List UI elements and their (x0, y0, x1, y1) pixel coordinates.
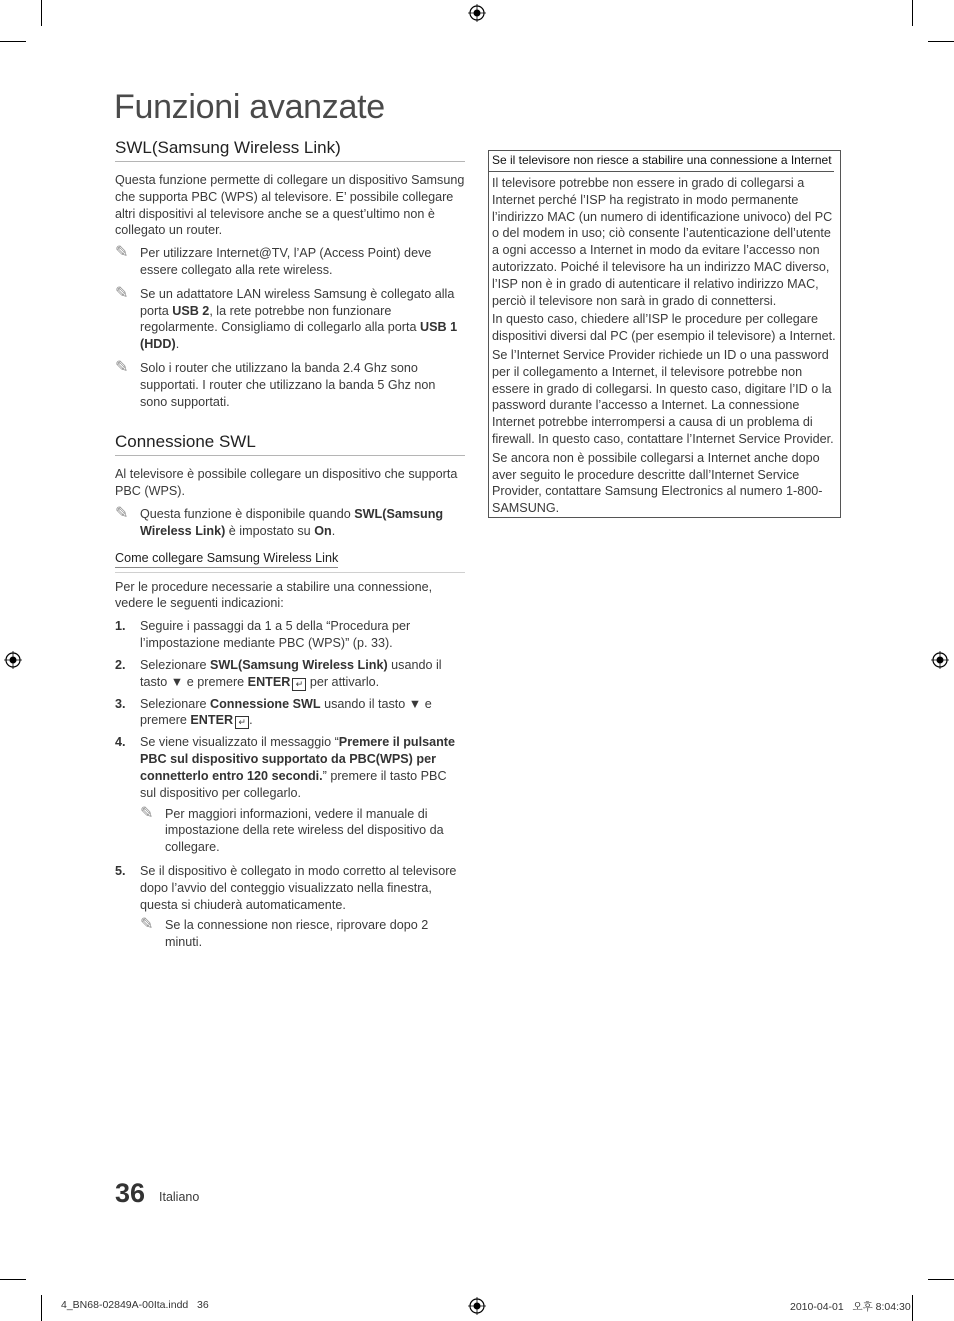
divider (115, 572, 465, 573)
troubleshoot-paragraph: Se ancora non è possibile collegarsi a Internet anche dopo aver seguito le procedure descritte dall’Internet Service Provider, contattare Samsung Electronics al numero 1-800-SAMSUNG. (492, 450, 823, 516)
swl-note-internet: ✎ Per utilizzare Internet@TV, l’AP (Access Point) deve essere collegato alla rete wireless. (115, 242, 432, 277)
crop-mark (41, 1295, 42, 1321)
how-to-heading: Come collegare Samsung Wireless Link (115, 551, 338, 568)
pencil-note-icon: ✎ (140, 802, 154, 822)
troubleshoot-paragraph: Se l’Internet Service Provider richiede un ID o una password per il collegamento a Internet, il televisore potrebbe non essere in grado di collegarsi. In questo caso, digitare l’ID o la password durante l’accesso a Internet. La connessione Internet potrebbe interrompersi a causa di un problema di firewall. In questo caso, contattare l’Internet Service Provider. (492, 347, 834, 446)
troubleshoot-heading: Se il televisore non riesce a stabilire una connessione a Internet (489, 151, 834, 172)
step-5-note: ✎ Se la connessione non riesce, riprovare dopo 2 minuti. (140, 914, 429, 950)
troubleshoot-body (489, 172, 840, 517)
step-3: 3. Selezionare Connessione SWL usando il tasto ▼ e premere ENTER ↵ . (115, 696, 432, 728)
step-4: 4. Se viene visualizzato il messaggio “Premere il pulsante PBC sul dispositivo supportato da PBC(WPS) per connetterlo entro 120 secondi.” premere il tasto PBC sul dispositivo per collegarlo. ✎ Per maggiori informazioni, vedere il manuale di impostazione della rete wireless del dispositivo da collegare. (115, 734, 465, 856)
swl-note-usb: ✎ Se un adattatore LAN wireless Samsung è collegato alla porta USB 2, la rete potrebbe non funzionare regolarmente. Consigliamo di collegarlo alla porta USB 1 (HDD). (115, 282, 458, 352)
registration-mark-icon (468, 1297, 486, 1315)
enter-key-icon: ↵ (292, 678, 306, 691)
crop-mark (0, 41, 26, 42)
page-language: Italiano (159, 1190, 200, 1204)
troubleshoot-paragraph: Il televisore potrebbe non essere in grado di collegarsi a Internet perché l’ISP ha registrato in modo permanente l’indirizzo MAC (un numero di identificazione univoco) del PC o del modem in uso; ciò consente l’autenticazione dell’utente a ogni accesso a Internet in modo da evitare l’accesso non autorizzato. Poiché il televisore ha un indirizzo MAC diverso, l’ISP non è in grado di autenticare il relativo indirizzo MAC, perciò il televisore non sarà in grado di connettersi. (492, 176, 833, 308)
crop-mark (912, 1295, 913, 1321)
page-number: 36 (115, 1178, 146, 1208)
troubleshoot-paragraph: In questo caso, chiedere all’ISP le procedure per collegare dispositivi diversi dal PC (per esempio il televisore) a Internet. (492, 312, 836, 344)
conn-note: ✎ Questa funzione è disponibile quando SWL(Samsung Wireless Link) è impostato su On. (115, 502, 444, 538)
left-column (115, 138, 465, 958)
step-1: 1. Seguire i passaggi da 1 a 5 della “Procedura per l’impostazione mediante PBC (WPS)” (p. 33). (115, 619, 411, 650)
pencil-note-icon: ✎ (140, 914, 154, 934)
step-5: 5. Se il dispositivo è collegato in modo corretto al televisore dopo l’avvio del conteggio visualizzato nella finestra, questa si chiuderà automaticamente. ✎ Se la connessione non riesce, riprovare dopo 2 minuti. (115, 863, 465, 951)
enter-key-icon: ↵ (235, 716, 249, 729)
footer-timestamp: 2010-04-01 오후 8:04:30 (790, 1301, 911, 1313)
step-2: 2. Selezionare SWL(Samsung Wireless Link) usando il tasto ▼ e premere ENTER ↵ per attivarlo. (115, 657, 442, 689)
registration-mark-icon (468, 4, 486, 22)
footer-file-info: 4_BN68-02849A-00Ita.indd 36 (61, 1299, 209, 1311)
crop-mark (0, 1279, 26, 1280)
crop-mark (912, 0, 913, 26)
pencil-note-icon: ✎ (115, 242, 129, 262)
crop-mark (928, 1279, 954, 1280)
troubleshoot-box (488, 150, 841, 518)
pencil-note-icon: ✎ (115, 282, 129, 302)
pencil-note-icon: ✎ (115, 502, 129, 522)
step-4-note: ✎ Per maggiori informazioni, vedere il manuale di impostazione della rete wireless del dispositivo da collegare. (140, 802, 444, 855)
swl-note-band: ✎ Solo i router che utilizzano la banda 2.4 Ghz sono supportati. I router che utilizzano la banda 5 Ghz non sono supportati. (115, 356, 436, 409)
registration-mark-icon (931, 651, 949, 669)
swl-heading: SWL(Samsung Wireless Link) (115, 138, 465, 162)
swl-intro: Questa funzione permette di collegare un dispositivo Samsung che supporta PBC (WPS) al televisore. E’ possibile collegare altri dispositivi al televisore anche se a quest’ultimo non è collegato un router. (115, 173, 465, 238)
page-title: Funzioni avanzate (114, 88, 385, 126)
conn-heading: Connessione SWL (115, 432, 465, 456)
conn-intro: Al televisore è possibile collegare un dispositivo che supporta PBC (WPS). (115, 467, 458, 499)
crop-mark (928, 41, 954, 42)
how-to-intro: Per le procedure necessarie a stabilire una connessione, vedere le seguenti indicazioni: (115, 579, 433, 611)
crop-mark (41, 0, 42, 26)
registration-mark-icon (4, 651, 22, 669)
pencil-note-icon: ✎ (115, 356, 129, 376)
